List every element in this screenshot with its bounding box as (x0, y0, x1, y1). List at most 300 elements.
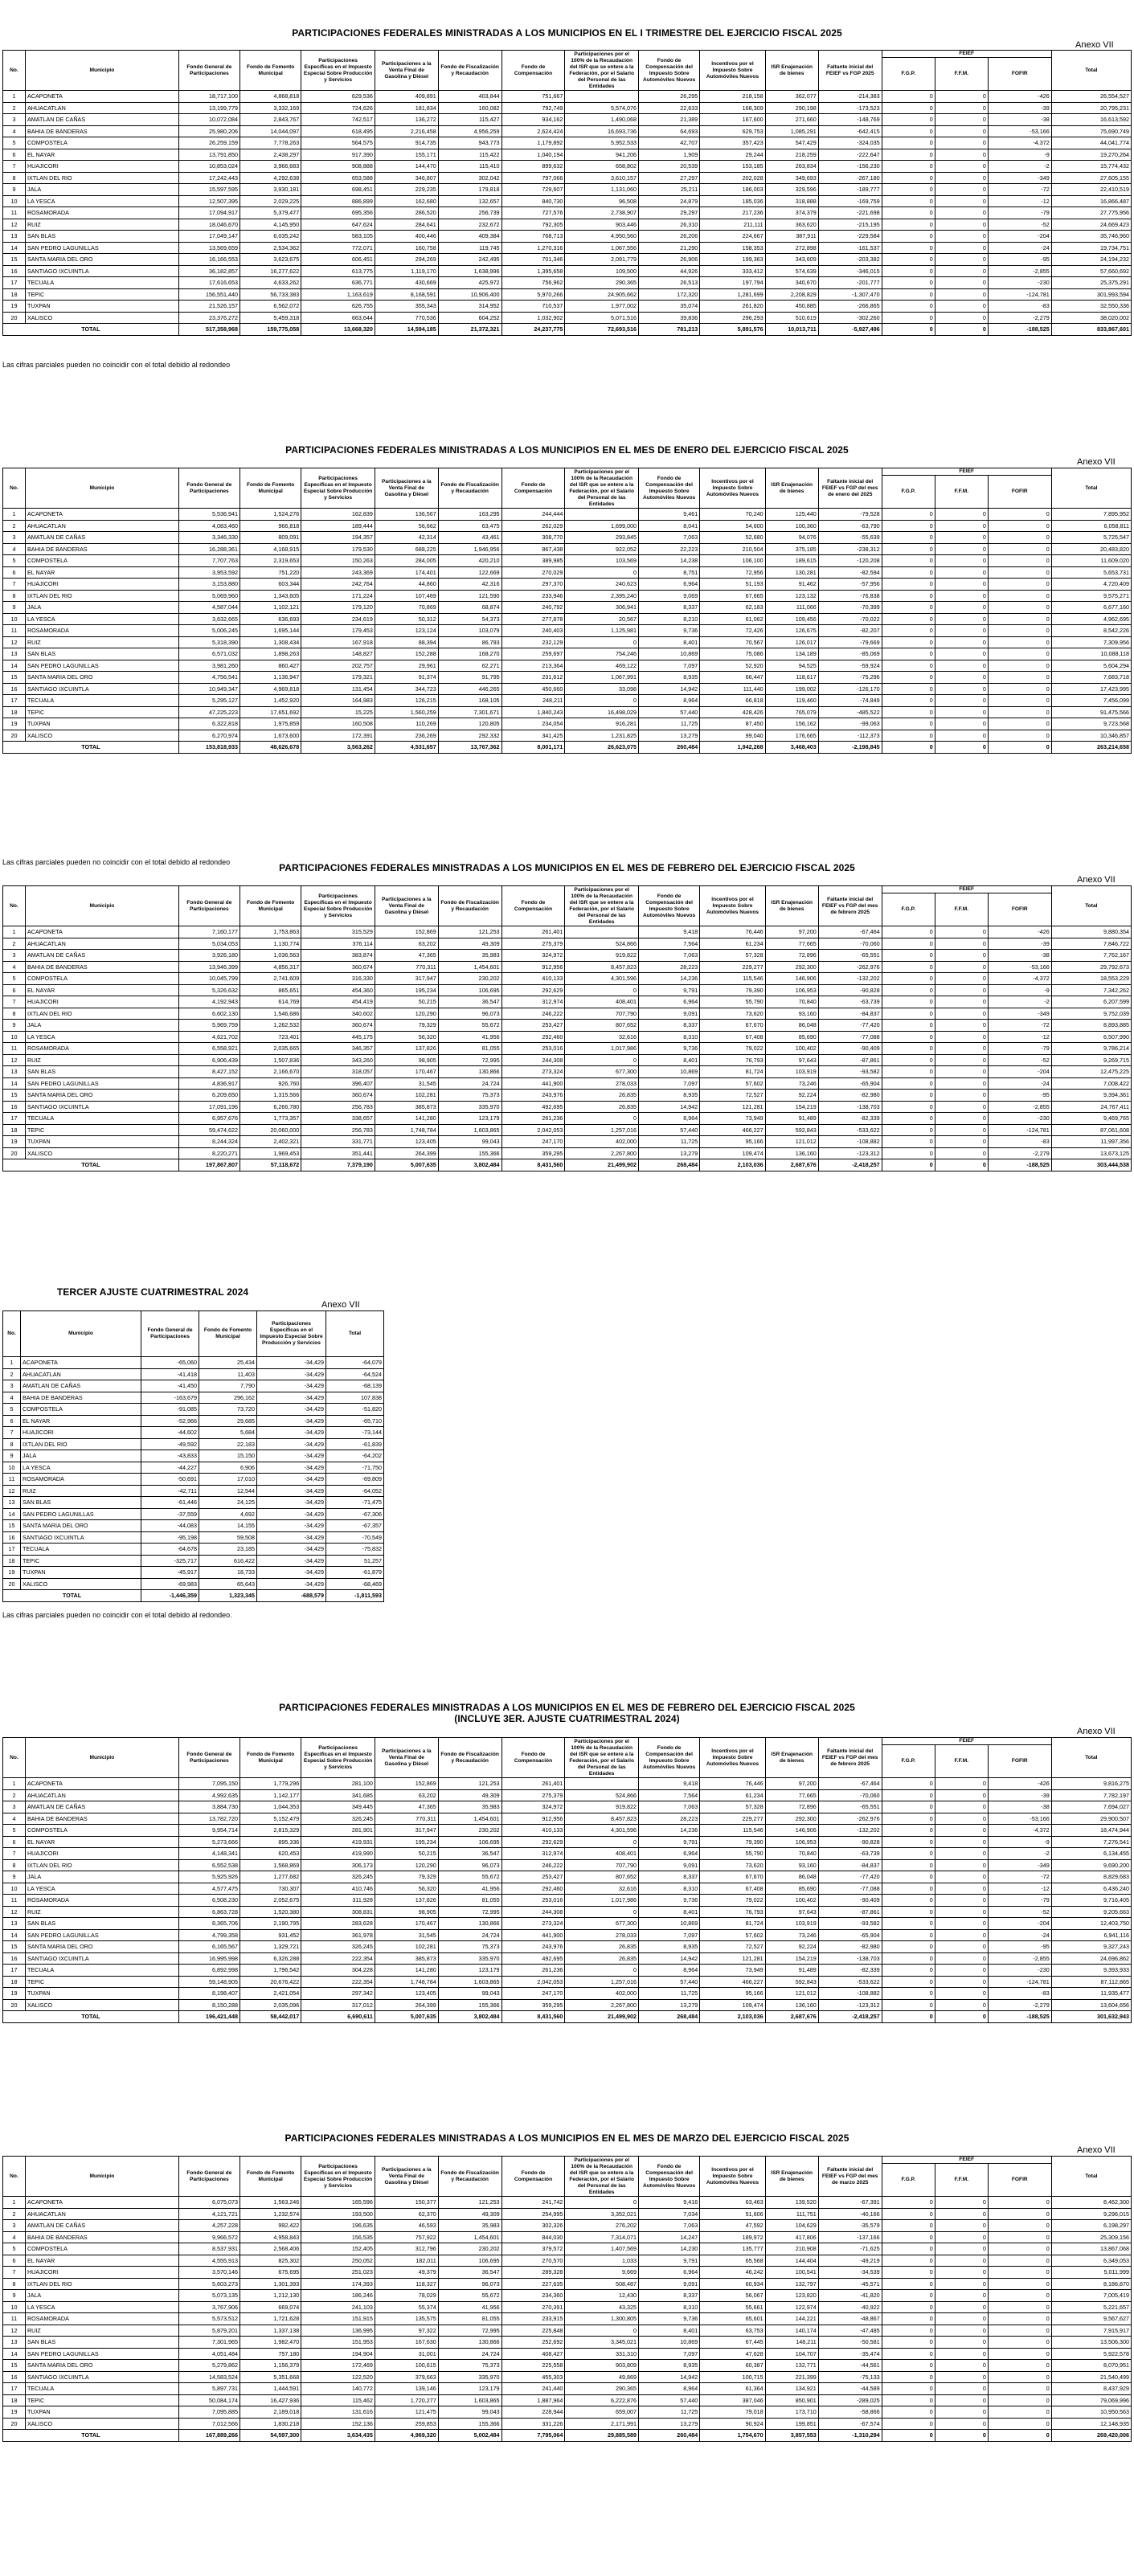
row-number: 13 (3, 1066, 26, 1078)
value-cell: 0 (988, 579, 1051, 591)
value-cell: 8,935 (638, 1090, 699, 1102)
value-cell: 152,869 (375, 1778, 438, 1790)
value-cell: -79 (988, 1043, 1051, 1055)
value-cell (565, 1778, 639, 1790)
value-cell: 11,725 (638, 1988, 699, 2000)
value-cell: 7,097 (638, 2348, 699, 2360)
value-cell: 60,934 (700, 2278, 765, 2290)
value-cell: 0 (935, 2243, 988, 2255)
value-cell: 340,670 (765, 277, 818, 289)
value-cell: 100,615 (375, 2360, 438, 2372)
value-cell: 0 (882, 242, 935, 254)
col-header-feief-fgp_s: F.G.P. (882, 1745, 935, 1778)
value-cell: -138,703 (818, 1952, 882, 1965)
value-cell: 344,723 (375, 683, 438, 695)
municipio-cell: TEPIC (25, 288, 178, 301)
value-cell: 8,310 (638, 2301, 699, 2313)
value-cell: 4,950,560 (565, 231, 639, 243)
value-cell: 9,736 (638, 1043, 699, 1055)
value-cell: 156,535 (301, 2231, 375, 2243)
value-cell: 583,105 (301, 231, 375, 243)
value-cell: 0 (882, 184, 935, 196)
value-cell: 1,125,981 (565, 625, 639, 637)
col-header-no: No. (3, 468, 26, 509)
value-cell: 39,836 (638, 312, 699, 324)
value-cell: 65,601 (700, 2313, 765, 2325)
value-cell: 16,427,936 (240, 2394, 301, 2406)
value-cell: 11,725 (638, 718, 699, 730)
value-cell: 31,545 (375, 1929, 438, 1941)
municipio-cell: ACAPONETA (25, 2197, 178, 2209)
value-cell: 0 (882, 2371, 935, 2383)
value-cell: 0 (935, 2383, 988, 2395)
value-cell: 4,969,818 (240, 683, 301, 695)
value-cell: 1,281,699 (700, 288, 765, 301)
table-row (3, 1438, 384, 1450)
value-cell: 36,182,857 (178, 265, 239, 277)
value-cell: 186,003 (700, 184, 765, 196)
value-cell: 194,904 (301, 2348, 375, 2360)
value-cell: 14,238 (638, 555, 699, 567)
total-cell: 3,634,435 (301, 2430, 375, 2442)
value-cell: -262,976 (818, 1813, 882, 1825)
value-cell: 318,888 (765, 195, 818, 207)
value-cell: 636,771 (301, 277, 375, 289)
value-cell: 8,401 (638, 1054, 699, 1066)
row-number: 4 (3, 1392, 21, 1404)
value-cell: 0 (935, 1124, 988, 1136)
table-row (3, 2337, 1132, 2349)
municipio-cell: SAN PEDRO LAGUNILLAS (21, 1508, 141, 1520)
value-cell: 17,423,995 (1051, 683, 1131, 695)
value-cell: 31,545 (375, 1077, 438, 1090)
value-cell: 0 (882, 1008, 935, 1020)
value-cell: 11,725 (638, 1136, 699, 1148)
value-cell: 13,279 (638, 1999, 699, 2011)
value-cell: 772,071 (301, 242, 375, 254)
value-cell: 144,470 (375, 161, 438, 173)
municipio-cell: SANTA MARIA DEL ORO (21, 1520, 141, 1532)
value-cell: 95,166 (700, 1988, 765, 2000)
row-number: 11 (3, 625, 26, 637)
value-cell: 0 (935, 1043, 988, 1055)
value-cell: 1,136,947 (240, 672, 301, 684)
value-cell: -87,861 (818, 1054, 882, 1066)
value-cell: 0 (988, 2394, 1051, 2406)
value-cell: 86,048 (765, 1871, 818, 1883)
value-cell: 2,190,795 (240, 1918, 301, 1930)
value-cell: -69,983 (141, 1578, 199, 1590)
value-cell: 0 (988, 2278, 1051, 2290)
value-cell: -34,429 (257, 1404, 326, 1416)
value-cell: 247,170 (501, 1988, 565, 2000)
value-cell: 729,607 (501, 184, 565, 196)
col-header-feief: FEIEF (882, 51, 1051, 58)
value-cell: 797,066 (501, 172, 565, 184)
value-cell: 914,735 (375, 137, 438, 149)
municipio-cell: TEPIC (25, 2394, 178, 2406)
value-cell: 8,537,931 (178, 2243, 239, 2255)
total-label: TOTAL (3, 2430, 179, 2442)
value-cell: -204 (988, 1918, 1051, 1930)
value-cell: -34,429 (257, 1474, 326, 1486)
value-cell: 7,782,197 (1051, 1789, 1131, 1801)
value-cell: 28,223 (638, 961, 699, 973)
value-cell: 67,670 (700, 1020, 765, 1032)
municipio-cell: LA YESCA (25, 195, 178, 207)
value-cell: 7,309,956 (1051, 636, 1131, 648)
value-cell: 6,892,998 (178, 1965, 239, 1977)
value-cell: 912,956 (501, 961, 565, 973)
value-cell: 0 (882, 660, 935, 672)
value-cell: 825,302 (240, 2255, 301, 2267)
col-header-isr3b: Participaciones por el 100% de la Recaudación del ISR que se entere a la Federación, por el Salario del Personal de las Entidades (565, 886, 639, 926)
value-cell: 0 (935, 1883, 988, 1895)
value-cell: 233,946 (501, 590, 565, 602)
row-number: 19 (3, 1988, 26, 2000)
value-cell: 55,790 (700, 996, 765, 1008)
value-cell: 0 (882, 1813, 935, 1825)
value-cell: 7,097 (638, 1929, 699, 1941)
value-cell: 136,160 (765, 1999, 818, 2011)
row-number: 4 (3, 2231, 26, 2243)
value-cell: -302,260 (818, 312, 882, 324)
value-cell: 8,457,823 (565, 961, 639, 973)
annex-label: Anexo VII (1075, 40, 1114, 50)
row-number: 9 (3, 1871, 26, 1883)
value-cell: 22,633 (638, 102, 699, 114)
value-cell: 0 (988, 695, 1051, 707)
value-cell: 865,651 (240, 984, 301, 996)
table-row (3, 1113, 1132, 1125)
value-cell: 455,303 (501, 2371, 565, 2383)
municipio-cell: TUXPAN (25, 1136, 178, 1148)
value-cell: 262,029 (501, 520, 565, 532)
value-cell: 43,325 (565, 2301, 639, 2313)
col-header-feief-fofir_s: FOFIR (988, 893, 1051, 926)
value-cell: 72,896 (765, 950, 818, 962)
value-cell: 3,570,146 (178, 2267, 239, 2279)
table-row (3, 1077, 1132, 1090)
value-cell: 1,699,000 (565, 520, 639, 532)
total-cell: -2,198,845 (818, 742, 882, 754)
value-cell: -12 (988, 1883, 1051, 1895)
value-cell: 0 (882, 590, 935, 602)
value-cell: 469,122 (565, 660, 639, 672)
value-cell: 0 (935, 660, 988, 672)
table-row (3, 2371, 1132, 2383)
row-number: 20 (3, 1147, 26, 1159)
value-cell: 1,779,296 (240, 1778, 301, 1790)
total-cell: 833,867,601 (1051, 324, 1131, 336)
value-cell: 32,616 (565, 1883, 639, 1895)
value-cell: 0 (935, 1941, 988, 1953)
value-cell: 6,507,990 (1051, 1031, 1131, 1043)
row-number: 15 (3, 1090, 26, 1102)
table-row (3, 195, 1132, 207)
value-cell: 8,310 (638, 1031, 699, 1043)
col-header-feief-ffm_s: F.F.M. (935, 58, 988, 91)
value-cell: 236,269 (375, 730, 438, 742)
value-cell: 346,807 (375, 172, 438, 184)
table-row (3, 114, 1132, 126)
value-cell: 151,915 (301, 2313, 375, 2325)
total-label: TOTAL (3, 742, 179, 754)
table-row (3, 1555, 384, 1567)
municipio-cell: AHUACATLAN (21, 1368, 141, 1380)
value-cell: 0 (988, 2325, 1051, 2337)
col-header-ffm: Fondo de Fomento Municipal (240, 1738, 301, 1778)
municipio-cell: TECUALA (21, 1544, 141, 1556)
value-cell: 66,818 (700, 695, 765, 707)
value-cell: 0 (935, 195, 988, 207)
value-cell: 13,673,125 (1051, 1147, 1131, 1159)
value-cell: 164,983 (301, 695, 375, 707)
value-cell: 0 (882, 950, 935, 962)
value-cell: 65,568 (700, 2255, 765, 2267)
value-cell: -138,703 (818, 1101, 882, 1113)
col-header-fcomp: Fondo de Compensación (501, 468, 565, 509)
value-cell: 172,469 (301, 2360, 375, 2372)
municipio-cell: BAHIA DE BANDERAS (25, 961, 178, 973)
value-cell: 70,240 (700, 509, 765, 521)
municipio-cell: IXTLAN DEL RIO (21, 1438, 141, 1450)
value-cell: -48,867 (818, 2313, 882, 2325)
value-cell: -90,409 (818, 1895, 882, 1907)
value-cell: -75,832 (326, 1544, 384, 1556)
value-cell: 86,048 (765, 1020, 818, 1032)
value-cell: 12,430 (565, 2290, 639, 2302)
value-cell: 14,044,097 (240, 125, 301, 137)
table-row (3, 1043, 1132, 1055)
total-cell: 0 (935, 2011, 988, 2023)
value-cell: 7,160,177 (178, 926, 239, 938)
value-cell: 62,183 (700, 602, 765, 614)
value-cell: 1,131,060 (565, 184, 639, 196)
value-cell: 6,964 (638, 579, 699, 591)
col-header: Fondo de Fomento Municipal (199, 1311, 257, 1357)
value-cell: 7,063 (638, 1801, 699, 1813)
value-cell: 27,297 (638, 172, 699, 184)
row-number: 17 (3, 1113, 26, 1125)
value-cell: 677,300 (565, 1066, 639, 1078)
value-cell: 614,769 (240, 996, 301, 1008)
value-cell: -64,079 (326, 1357, 384, 1369)
value-cell: 508,487 (565, 2278, 639, 2290)
value-cell: 81,055 (438, 2313, 501, 2325)
table-row (3, 312, 1132, 324)
col-header-ffm: Fondo de Fomento Municipal (240, 886, 301, 926)
total-cell: 153,818,933 (178, 742, 239, 754)
value-cell: 0 (935, 207, 988, 219)
value-cell: 72,995 (438, 2325, 501, 2337)
total-cell: 4,969,320 (375, 2430, 438, 2442)
value-cell: 5,574,076 (565, 102, 639, 114)
value-cell: 0 (882, 695, 935, 707)
value-cell: -71,625 (818, 2243, 882, 2255)
value-cell: 6,964 (638, 996, 699, 1008)
value-cell: 72,896 (765, 1801, 818, 1813)
value-cell: 524,866 (565, 938, 639, 950)
value-cell: 103,079 (438, 625, 501, 637)
value-cell: 1,343,605 (240, 590, 301, 602)
value-cell: -70,399 (818, 602, 882, 614)
row-number: 16 (3, 1531, 21, 1544)
municipio-cell: ACAPONETA (25, 509, 178, 521)
value-cell: 0 (935, 2220, 988, 2232)
total-cell: -1,446,359 (141, 1590, 199, 1602)
value-cell: 130,866 (438, 1918, 501, 1930)
value-cell: 420,210 (438, 555, 501, 567)
value-cell: -148,769 (818, 114, 882, 126)
value-cell: 0 (935, 2208, 988, 2220)
value-cell: 0 (935, 1895, 988, 1907)
value-cell: 306,941 (565, 602, 639, 614)
row-number: 7 (3, 1427, 21, 1439)
value-cell: 16,693,736 (565, 125, 639, 137)
value-cell: 0 (882, 961, 935, 973)
table-row (3, 1567, 384, 1579)
value-cell: 663,644 (301, 312, 375, 324)
value-cell: 146,906 (765, 1825, 818, 1837)
value-cell: 25,309,156 (1051, 2231, 1131, 2243)
value-cell: 15,774,432 (1051, 161, 1131, 173)
value-cell: 12,507,395 (178, 195, 239, 207)
section-title: PARTICIPACIONES FEDERALES MINISTRADAS A LOS MUNICIPIOS EN EL MES DE MARZO DEL EJERCICIO FISCAL 2025 (285, 2132, 849, 2144)
value-cell: 24,724 (438, 1077, 501, 1090)
value-cell: 102,281 (375, 1941, 438, 1953)
value-cell: 331,310 (565, 2348, 639, 2360)
table-row (3, 1825, 1132, 1837)
col-header-autos: Incentivos por el Impuesto Sobre Automóviles Nuevos (700, 886, 765, 926)
value-cell: 75,690,749 (1051, 125, 1131, 137)
total-cell: 268,484 (638, 1159, 699, 1171)
value-cell: 87,450 (700, 718, 765, 730)
value-cell: 52,920 (700, 660, 765, 672)
value-cell: 0 (935, 1976, 988, 1988)
municipio-cell: RUIZ (25, 1054, 178, 1066)
value-cell: 85,690 (765, 1031, 818, 1043)
col-header-feief: FEIEF (882, 468, 1051, 476)
table-row (3, 1090, 1132, 1102)
col-header-fcomp: Fondo de Compensación (501, 1738, 565, 1778)
value-cell: 5,653,731 (1051, 566, 1131, 579)
value-cell: 0 (882, 1918, 935, 1930)
value-cell: -34,429 (257, 1462, 326, 1474)
value-cell: 314,952 (438, 301, 501, 313)
value-cell: 135,575 (375, 2313, 438, 2325)
value-cell: 4,720,409 (1051, 579, 1131, 591)
value-cell: 253,016 (501, 1043, 565, 1055)
value-cell: 67,408 (700, 1883, 765, 1895)
value-cell: 0 (882, 625, 935, 637)
table-row (3, 566, 1132, 579)
value-cell: 158,353 (700, 242, 765, 254)
total-cell: 13,767,362 (438, 742, 501, 754)
table-row (3, 706, 1132, 718)
value-cell: 54,373 (438, 613, 501, 625)
value-cell: 8,751 (638, 566, 699, 579)
value-cell: 0 (882, 2267, 935, 2279)
value-cell: 35,983 (438, 1801, 501, 1813)
total-cell: 8,431,560 (501, 2011, 565, 2023)
value-cell: 6,058,811 (1051, 520, 1131, 532)
value-cell: 290,365 (565, 2383, 639, 2395)
value-cell: -58,866 (818, 2406, 882, 2419)
value-cell: 109,474 (700, 1147, 765, 1159)
value-cell: 0 (935, 996, 988, 1008)
value-cell: 603,344 (240, 579, 301, 591)
value-cell: 8,070,951 (1051, 2360, 1131, 2372)
value-cell: 248,211 (501, 695, 565, 707)
total-cell: 3,468,403 (765, 742, 818, 754)
municipio-cell: COMPOSTELA (25, 1825, 178, 1837)
value-cell: -67,464 (818, 1778, 882, 1790)
value-cell: 376,114 (301, 938, 375, 950)
value-cell: -34,429 (257, 1438, 326, 1450)
value-cell: 7,846,722 (1051, 938, 1131, 950)
value-cell: -24 (988, 242, 1051, 254)
value-cell: 0 (988, 2208, 1051, 2220)
value-cell: -90,828 (818, 1836, 882, 1848)
value-cell: 148,211 (765, 2337, 818, 2349)
value-cell: 94,525 (765, 660, 818, 672)
value-cell: 218,259 (765, 149, 818, 161)
value-cell: 8,457,823 (565, 1813, 639, 1825)
value-cell: 7,915,917 (1051, 2325, 1131, 2337)
value-cell: 0 (988, 2255, 1051, 2267)
value-cell: -90,409 (818, 1043, 882, 1055)
value-cell: 81,055 (438, 1043, 501, 1055)
value-cell: 264,399 (375, 1147, 438, 1159)
value-cell: 1,603,865 (438, 1976, 501, 1988)
value-cell (565, 926, 639, 938)
value-cell: 93,160 (765, 1859, 818, 1871)
value-cell: 22,223 (638, 543, 699, 555)
value-cell: 574,639 (765, 265, 818, 277)
col-header-total: Total (1051, 468, 1131, 509)
value-cell: -2,279 (988, 312, 1051, 324)
table-row (3, 1066, 1132, 1078)
value-cell: 850,901 (765, 2394, 818, 2406)
table-row (3, 1101, 1132, 1113)
value-cell: 150,377 (375, 2197, 438, 2209)
table-row (3, 1136, 1132, 1148)
municipio-cell: SANTA MARIA DEL ORO (25, 2360, 178, 2372)
value-cell: 3,345,021 (565, 2337, 639, 2349)
table-row (3, 102, 1132, 114)
value-cell: 27,605,155 (1051, 172, 1131, 184)
value-cell: 326,245 (301, 1813, 375, 1825)
value-cell: 629,753 (700, 125, 765, 137)
row-number: 14 (3, 1929, 26, 1941)
value-cell: 230,202 (438, 2243, 501, 2255)
value-cell: 410,746 (301, 1883, 375, 1895)
value-cell: -84,837 (818, 1859, 882, 1871)
value-cell: -4,372 (988, 973, 1051, 985)
value-cell: 0 (882, 1147, 935, 1159)
value-cell: 96,508 (565, 195, 639, 207)
value-cell: -169,759 (818, 195, 882, 207)
value-cell: 42,316 (438, 579, 501, 591)
rounding-note: Las cifras parciales pueden no coincidir con el total debido al redondeo. (2, 1611, 232, 1619)
value-cell: 8,964 (638, 695, 699, 707)
value-cell: -49,592 (141, 1438, 199, 1450)
value-cell: 0 (565, 1113, 639, 1125)
value-cell: 115,410 (438, 161, 501, 173)
value-cell: 4,555,913 (178, 2255, 239, 2267)
total-cell: 26,623,075 (565, 742, 639, 754)
